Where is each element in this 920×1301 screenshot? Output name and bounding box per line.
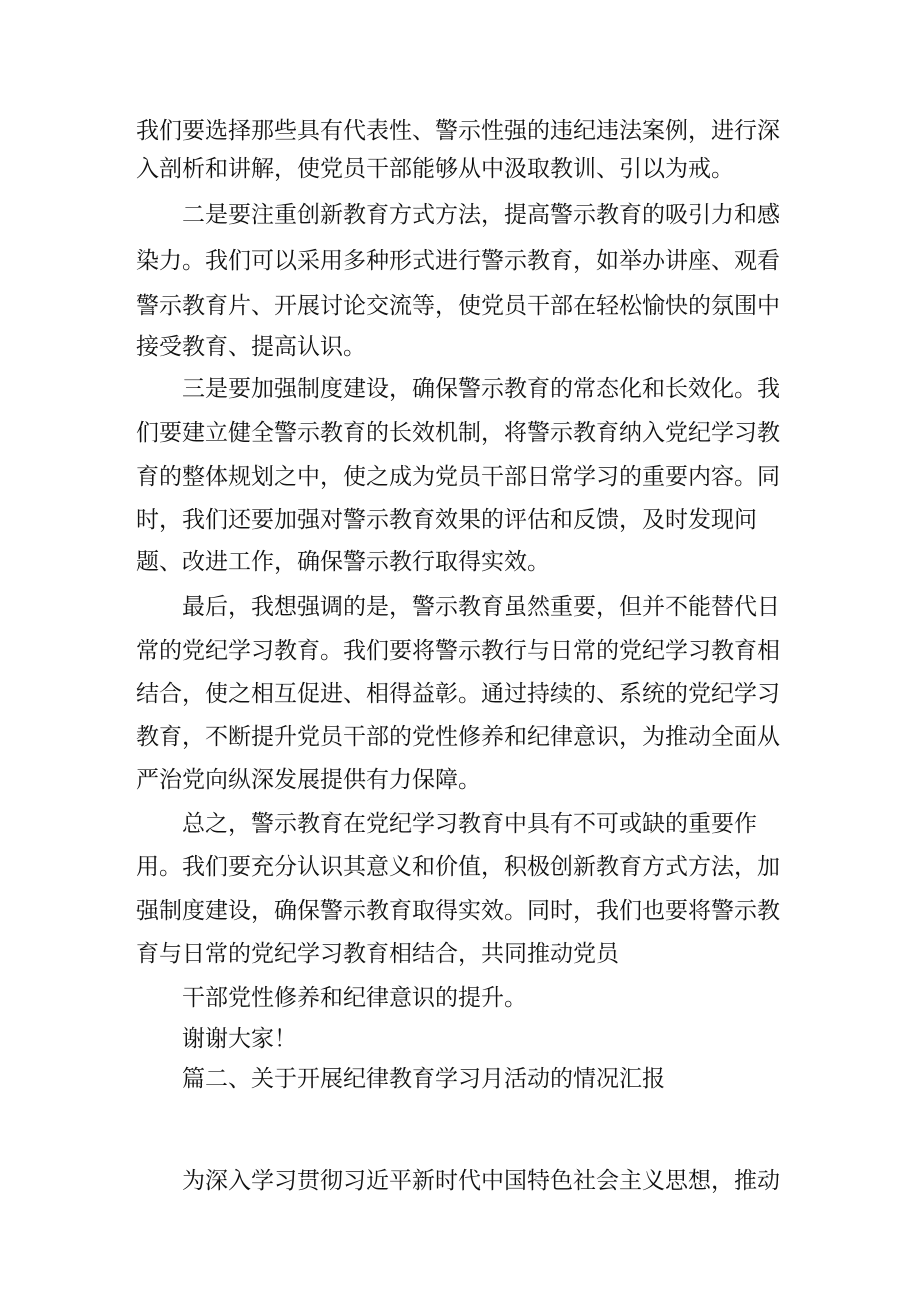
- text-line: 育的整体规划之中，使之成为党员干部日常学习的重要内容。同: [136, 464, 780, 490]
- text-line: 强制度建设，确保警示教育取得实效。同时，我们也要将警示教: [136, 898, 780, 924]
- text-line: 二是要注重创新教育方式方法，提高警示教育的吸引力和感: [182, 202, 780, 228]
- text-line: 教育，不断提升党员干部的党性修养和纪律意识，为推动全面从: [136, 724, 780, 750]
- text-line: 入剖析和讲解，使党员干部能够从中汲取教训、引以为戒。: [136, 156, 734, 182]
- text-line: 结合，使之相互促进、相得益彰。通过持续的、系统的党纪学习: [136, 681, 780, 707]
- text-line: 最后，我想强调的是，警示教育虽然重要，但并不能替代日: [182, 594, 780, 620]
- text-line: 总之，警示教育在党纪学习教育中具有不可或缺的重要作: [182, 811, 757, 837]
- text-line: 常的党纪学习教育。我们要将警示教行与日常的党纪学习教育相: [136, 638, 780, 664]
- text-line: 育与日常的党纪学习教育相结合，共同推动党员: [136, 941, 619, 967]
- text-line: 我们要选择那些具有代表性、警示性强的违纪违法案例，进行深: [136, 118, 780, 144]
- section-heading: 篇二、关于开展纪律教育学习月活动的情况汇报: [182, 1066, 665, 1092]
- text-line: 三是要加强制度建设，确保警示教育的常态化和长效化。我: [182, 376, 780, 402]
- text-line: 干部党性修养和纪律意识的提升。: [182, 985, 527, 1011]
- text-line: 严治党向纵深发展提供有力保障。: [136, 767, 481, 793]
- text-line: 时，我们还要加强对警示教育效果的评估和反馈，及时发现问: [136, 507, 757, 533]
- text-line: 警示教育片、开展讨论交流等，使党员干部在轻松愉快的氛围中: [136, 293, 780, 319]
- text-line: 接受教育、提高认识。: [136, 334, 366, 360]
- text-line: 染力。我们可以采用多种形式进行警示教育，如举办讲座、观看: [136, 248, 780, 274]
- text-line: 题、改进工作，确保警示教行取得实效。: [136, 549, 550, 575]
- text-line: 谢谢大家！: [182, 1026, 297, 1052]
- text-line: 用。我们要充分认识其意义和价值，积极创新教育方式方法，加: [136, 854, 780, 880]
- text-line: 为深入学习贯彻习近平新时代中国特色社会主义思想，推动: [182, 1168, 780, 1194]
- text-line: 们要建立健全警示教育的长效机制，将警示教育纳入党纪学习教: [136, 420, 780, 446]
